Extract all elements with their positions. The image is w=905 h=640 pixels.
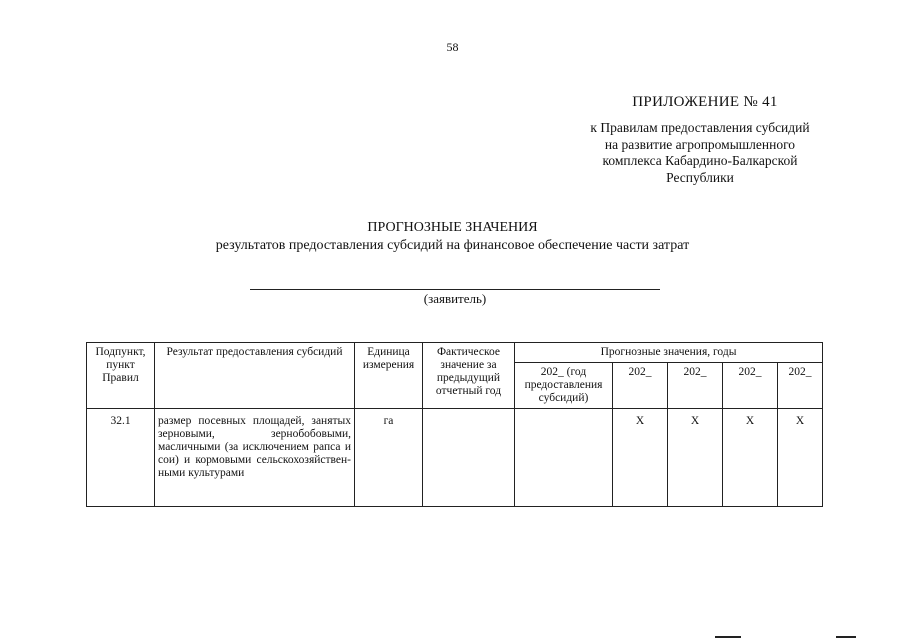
cell-year: X [723, 409, 778, 507]
forecast-results-table [86, 342, 823, 507]
cell-result: размер посевных площадей, занятых зерновыми, зернобобовыми, масличными (за исключением рапса и сои) и кормовыми сельскохозяйствен-ными культурами [155, 409, 355, 507]
appendix-subtitle-line: Республики [666, 169, 734, 185]
document-subtitle: результатов предоставления субсидий на финансовое обеспечение части затрат [215, 238, 690, 253]
header-year: 202_ [613, 363, 668, 409]
appendix-subtitle [545, 120, 855, 186]
cell-year: X [778, 409, 823, 507]
document-title: ПРОГНОЗНЫЕ ЗНАЧЕНИЯ [367, 220, 538, 235]
cell-unit: га [355, 409, 423, 507]
header-year: 202_ [778, 363, 823, 409]
applicant-signature-line [250, 289, 660, 290]
cell-year: X [668, 409, 723, 507]
cell-actual-value [423, 409, 515, 507]
header-result: Результат предоставления субсидий [155, 343, 355, 409]
cell-year: X [613, 409, 668, 507]
scan-edge-mark [836, 636, 856, 638]
appendix-subtitle-line: на развитие агропромышленного [604, 136, 796, 152]
header-forecast-group: Прогнозные значения, годы [515, 343, 823, 363]
header-year: 202_ [723, 363, 778, 409]
header-year: 202_ [668, 363, 723, 409]
header-subitem: Подпункт, пункт Правил [87, 343, 155, 409]
appendix-subtitle-line: к Правилам предоставления субсидий [590, 120, 810, 135]
table-header-row [87, 343, 823, 363]
page-number: 58 [446, 40, 459, 54]
applicant-label: (заявитель) [423, 291, 487, 306]
appendix-subtitle-line: комплекса Кабардино-Балкарской [602, 153, 798, 168]
cell-year-subsidy [515, 409, 613, 507]
table-row [87, 409, 823, 507]
scan-edge-mark [715, 636, 741, 638]
header-unit: Единица измерения [355, 343, 423, 409]
appendix-title: ПРИЛОЖЕНИЕ № 41 [632, 94, 778, 110]
header-actual-value: Фактическое значение за предыдущий отчетный год [423, 343, 515, 409]
cell-subitem: 32.1 [87, 409, 155, 507]
header-year-subsidy: 202_ (год предоставления субсидий) [515, 363, 613, 409]
